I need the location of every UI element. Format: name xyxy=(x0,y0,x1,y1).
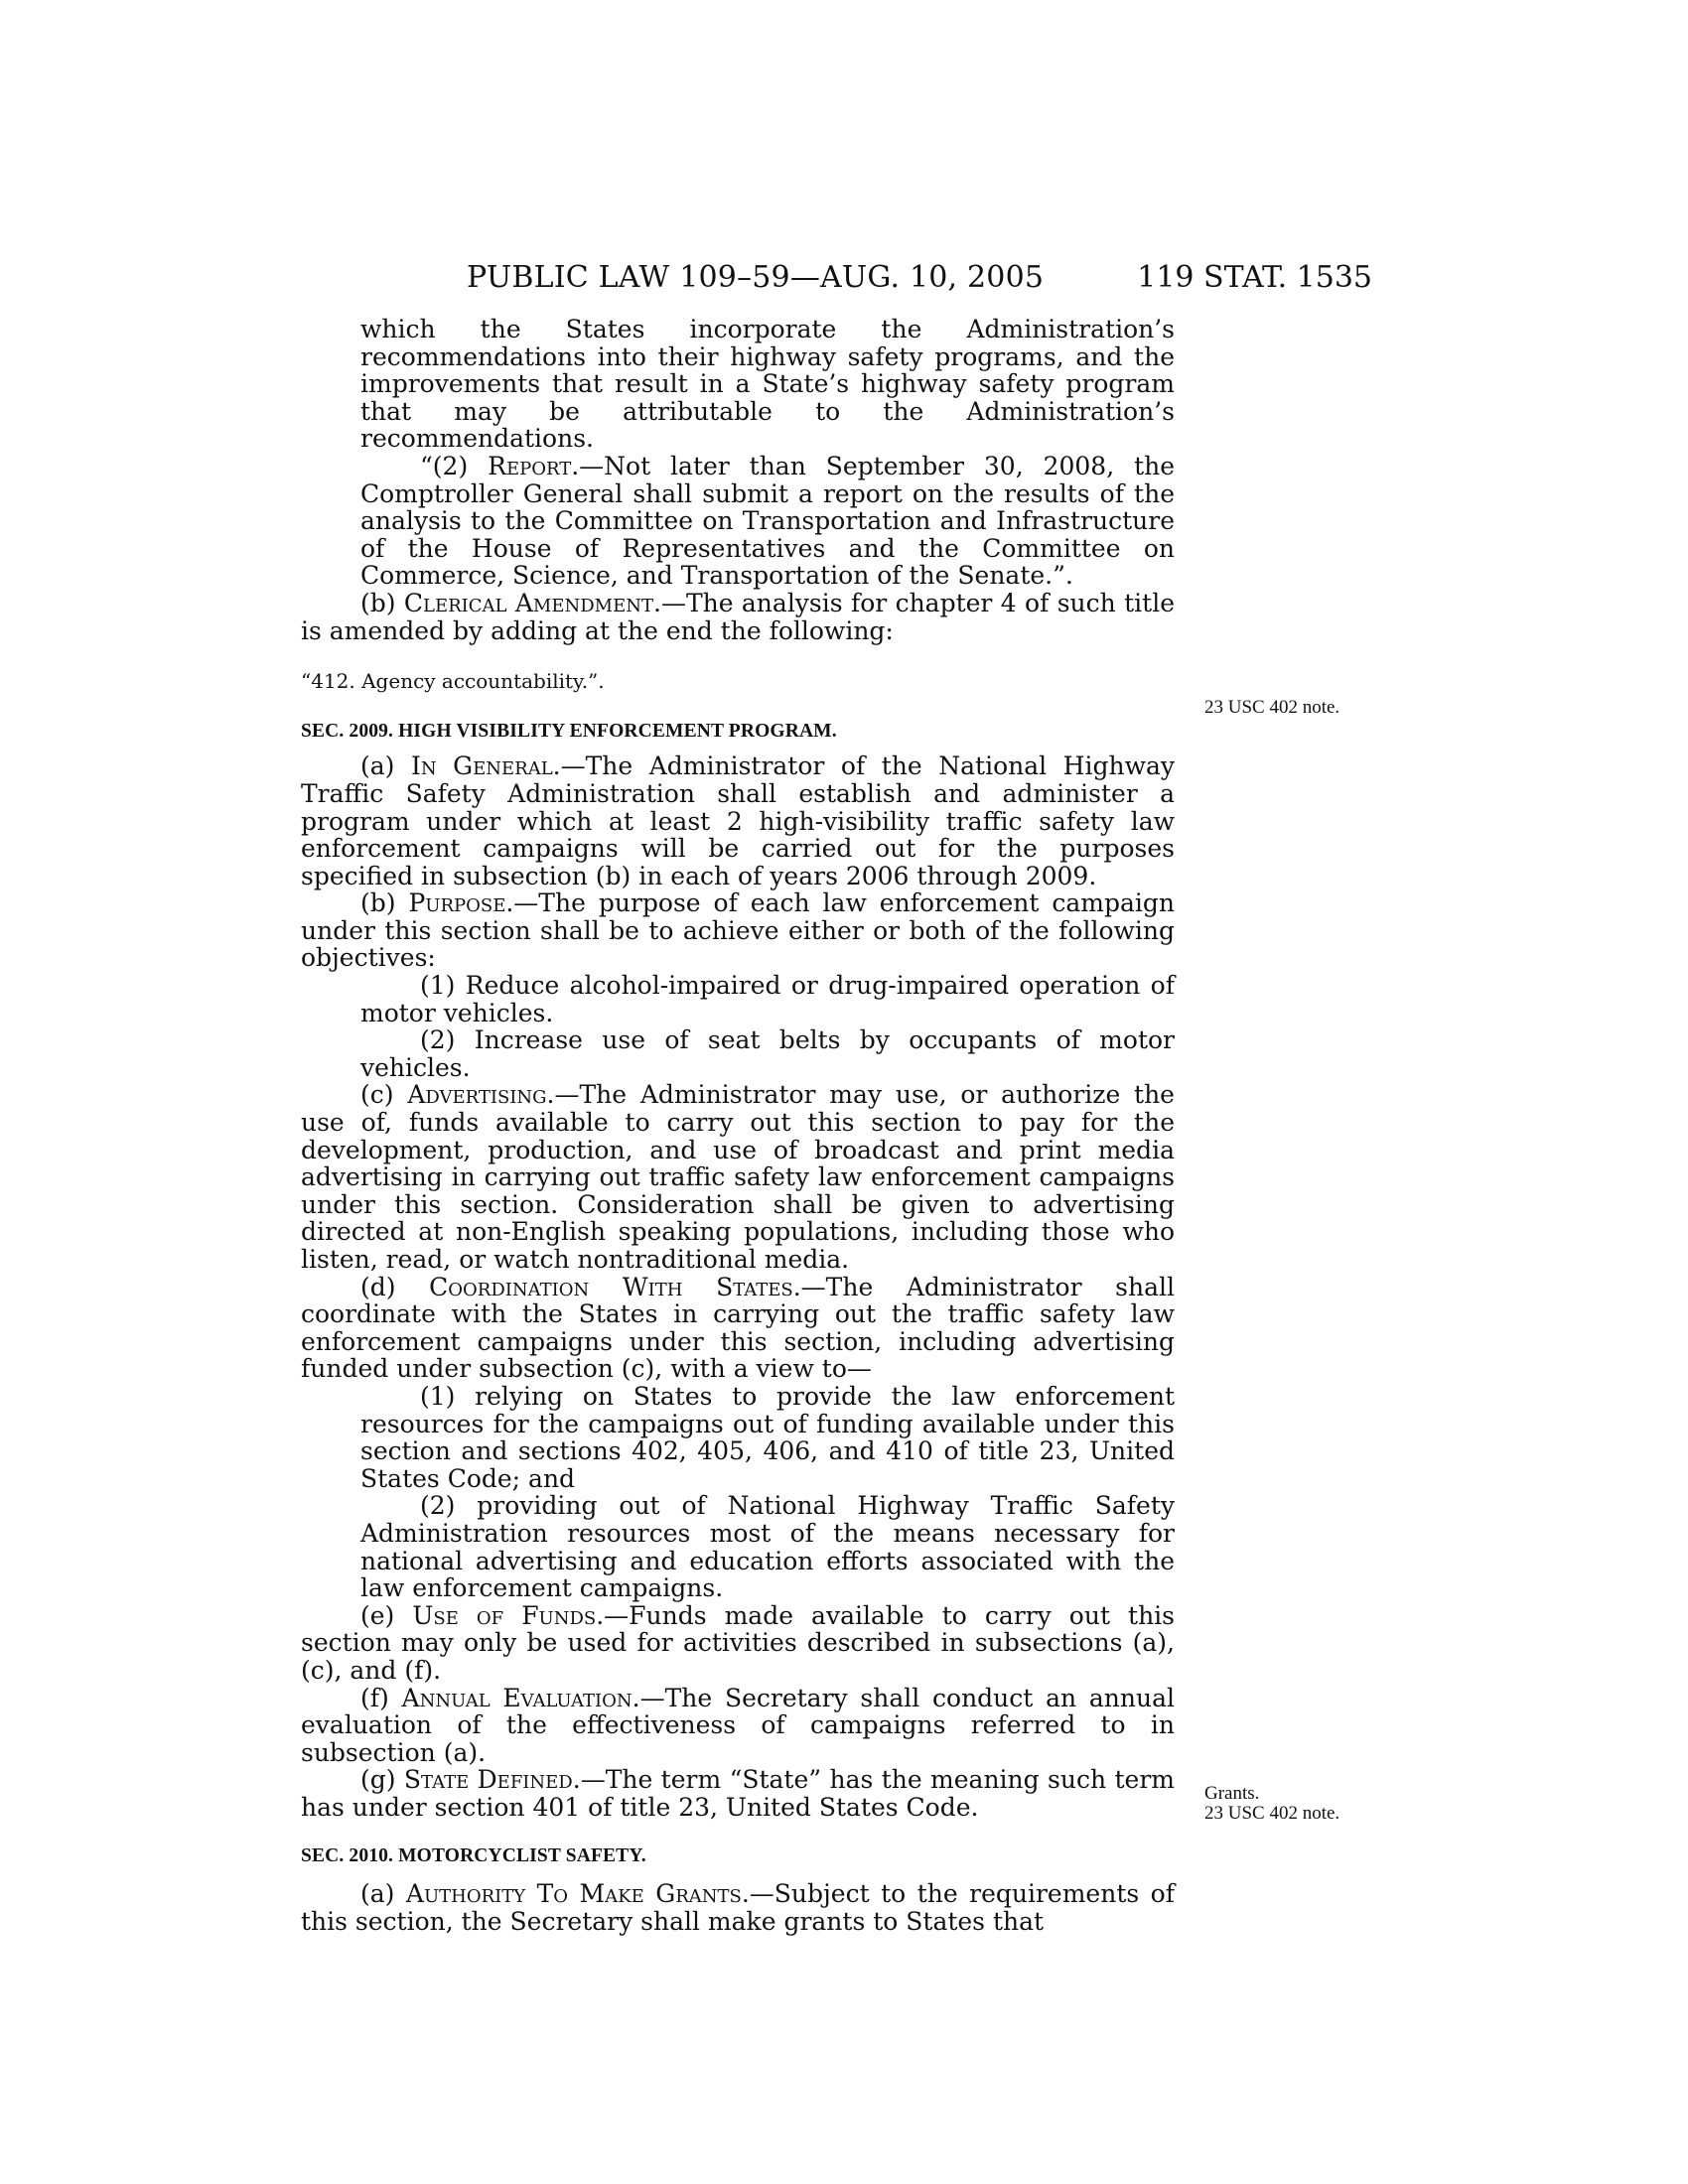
paragraph-clerical-amendment xyxy=(301,590,1175,644)
subsection-e xyxy=(301,1602,1175,1685)
paragraph-heading: Report xyxy=(488,451,572,480)
table-of-sections-entry: “412. Agency accountability.”. xyxy=(301,669,605,694)
subsection-g xyxy=(301,1766,1175,1821)
subsection-a xyxy=(301,752,1175,889)
subsection-number: (d) xyxy=(360,1272,430,1301)
paragraph-number: “(2) xyxy=(420,451,489,480)
subsection-b xyxy=(301,889,1175,972)
subsection-heading: Use of Funds xyxy=(412,1600,597,1630)
subsection-number: (b) xyxy=(360,888,409,918)
subsection-number: (a) xyxy=(360,1879,406,1909)
paragraph-continuation: which the States incorporate the Administration’s recommendations into their highway safety programs, and the improvements that result in a State’s highway safety program that may be attributable to the Administration’s recommendations. xyxy=(360,315,1175,454)
main-text-column xyxy=(301,316,1175,1935)
paragraph-number: (b) xyxy=(360,588,404,617)
section-heading-2010: SEC. 2010. MOTORCYCLIST SAFETY. xyxy=(301,1845,646,1867)
subsection-authority-to-make-grants xyxy=(301,1880,1175,1935)
subsection-number: (e) xyxy=(360,1600,413,1630)
paragraph-d1: (1) relying on States to provide the law enforcement resources for the campaigns out of funding available under this section and sections 402, 405, 406, and 410 of title 23, United States Code; and xyxy=(360,1381,1175,1493)
header-stat-page: 119 STAT. 1535 xyxy=(1137,260,1372,295)
subsection-number: (a) xyxy=(360,751,411,781)
margin-note-sec2009: 23 USC 402 note. xyxy=(1204,697,1340,718)
subsection-heading: Purpose xyxy=(408,888,506,918)
subsection-text: .—The Administrator may use, or authorize the use of, funds available to carry out this section to pay for the development, production, and use of broadcast and print media advertising in carrying out traffic safety law enforcement campaigns under this section. Consideration shall be given to advertising directed at non-English speaking populations, including those who listen, read, or watch nontraditional media. xyxy=(301,1080,1175,1274)
subsection-text: .—The Administrator of the National Highway Traffic Safety Administration shall establish and administer a program under which at least 2 high-visibility traffic safety law enforcement campaigns will be carried out for the purposes specified in subsection (b) in each of years 2006 through 2009. xyxy=(301,751,1176,890)
subsection-number: (g) xyxy=(360,1765,404,1795)
subsection-f xyxy=(301,1685,1175,1767)
subsection-text: .—The term “State” has the meaning such term has under section 401 of title 23, United States Code. xyxy=(301,1765,1175,1822)
paragraph-b1: (1) Reduce alcohol-impaired or drug-impaired operation of motor vehicles. xyxy=(360,971,1175,1027)
subsection-text: .—The Secretary shall conduct an annual evaluation of the effectiveness of campaigns referred to in subsection (a). xyxy=(301,1683,1175,1767)
paragraph-heading: Clerical Amendment xyxy=(403,588,654,617)
paragraph-d2: (2) providing out of National Highway Traffic Safety Administration resources most of the means necessary for national advertising and education efforts associated with the law enforcement campaigns. xyxy=(360,1491,1175,1603)
paragraph-b2: (2) Increase use of seat belts by occupants of motor vehicles. xyxy=(360,1025,1175,1082)
subsection-heading: Advertising xyxy=(407,1080,547,1110)
subsection-number: (f) xyxy=(360,1683,402,1712)
subsection-heading: Annual Evaluation xyxy=(401,1683,633,1712)
subsection-heading: In General xyxy=(410,751,553,781)
header-title: PUBLIC LAW 109–59—AUG. 10, 2005 xyxy=(467,260,1045,295)
subsection-number: (c) xyxy=(360,1080,408,1110)
paragraph-report xyxy=(301,453,1175,590)
paragraph-text: .—The analysis for chapter 4 of such title is amended by adding at the end the following: xyxy=(301,588,1175,645)
subsection-c xyxy=(301,1081,1175,1273)
running-header xyxy=(298,256,1372,300)
subsection-text: .—The purpose of each law enforcement campaign under this section shall be to achieve either or both of the following objectives: xyxy=(301,888,1175,973)
subsection-text: .—Subject to the requirements of this section, the Secretary shall make grants to States that xyxy=(301,1879,1175,1936)
subsection-text: .—Funds made available to carry out this section may only be used for activities described in subsections (a), (c), and (f). xyxy=(301,1600,1175,1685)
subsection-heading: Coordination With States xyxy=(429,1272,793,1301)
paragraph-text: .—Not later than September 30, 2008, the Comptroller General shall submit a report on the results of the analysis to the Committee on Transportation and Infrastructure of the House of Representatives and the Committee on Commerce, Science, and Transportation of the Senate.”. xyxy=(360,451,1176,591)
margin-note-sec2010-grants: Grants. xyxy=(1204,1783,1260,1804)
subsection-heading: State Defined xyxy=(403,1765,573,1795)
subsection-d xyxy=(301,1274,1175,1383)
margin-note-sec2010-usc: 23 USC 402 note. xyxy=(1204,1803,1340,1824)
subsection-text: .—The Administrator shall coordinate with the States in carrying out the traffic safety law enforcement campaigns under this section, including advertising funded under subsection (c), with a view to— xyxy=(301,1272,1175,1384)
subsection-heading: Authority To Make Grants xyxy=(405,1879,742,1909)
section-heading-2009: SEC. 2009. HIGH VISIBILITY ENFORCEMENT PROGRAM. xyxy=(301,720,837,742)
